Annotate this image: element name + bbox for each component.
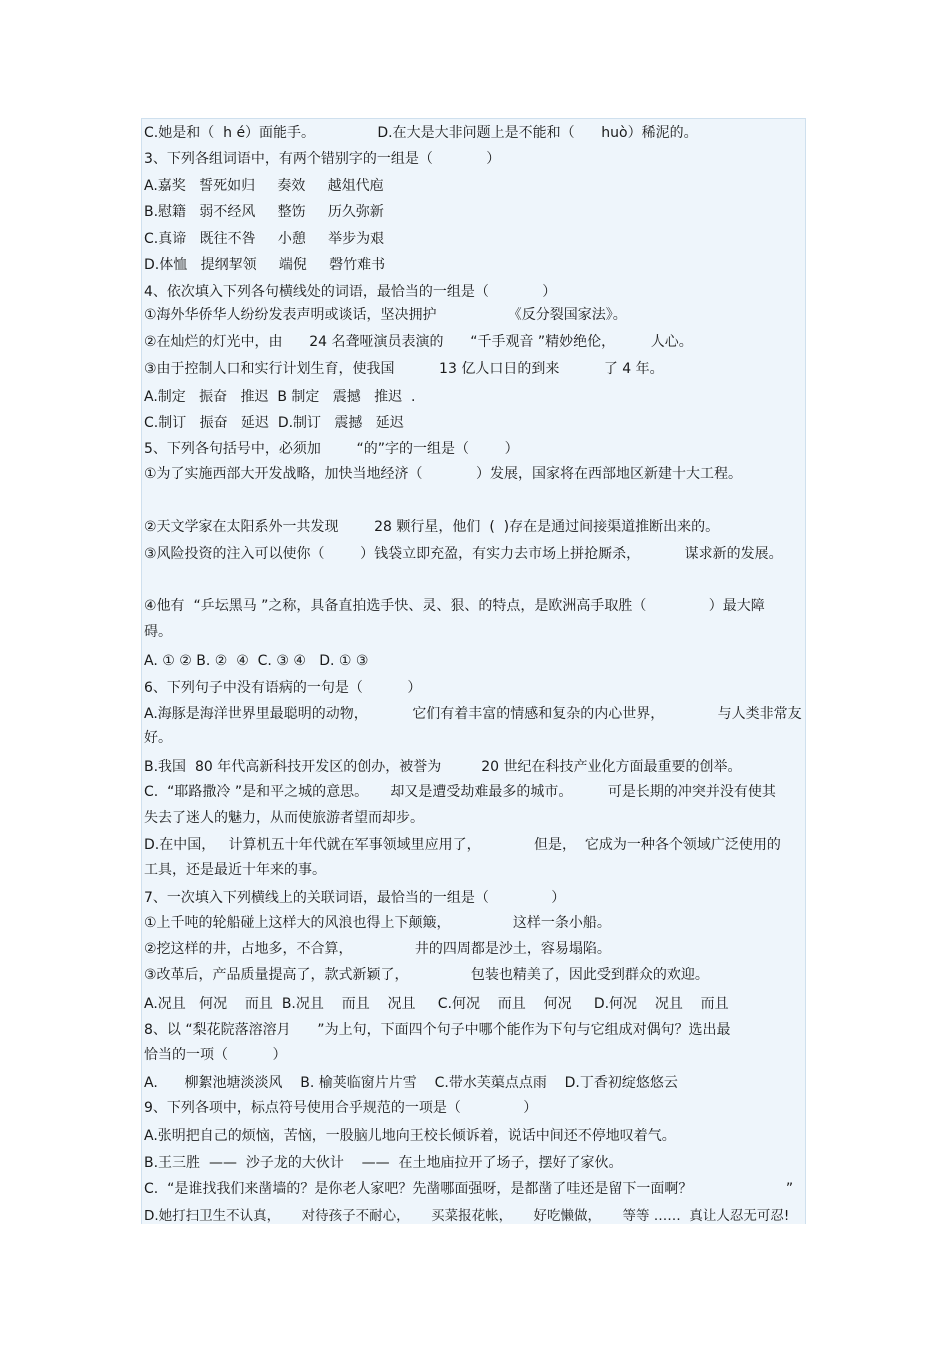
text-line: C.制订 振奋 延迟 D.制订 震撼 延迟 bbox=[144, 415, 404, 431]
text-line: A.制定 振奋 推迟 B 制定 震撼 推迟 . bbox=[144, 389, 416, 405]
text-line: A.海豚是海洋世界里最聪明的动物， 它们有着丰富的情感和复杂的内心世界， 与人类非常友 bbox=[144, 706, 802, 722]
text-line: 3、下列各组词语中，有两个错别字的一组是（ ） bbox=[144, 151, 501, 167]
text-line: 5、下列各句括号中，必须加 “的”字的一组是（ ） bbox=[144, 441, 519, 457]
text-line: 7、一次填入下列横线上的关联词语，最恰当的一组是（ ） bbox=[144, 890, 566, 906]
text-line: A.嘉奖 誓死如归 奏效 越俎代庖 bbox=[144, 178, 384, 194]
text-line: B.王三胜 —— 沙子龙的大伙计 —— 在土地庙拉开了场子，摆好了家伙。 bbox=[144, 1155, 623, 1171]
text-line: ②挖这样的井，占地多，不合算， 井的四周都是沙土，容易塌陷。 bbox=[144, 941, 611, 957]
text-line: 好。 bbox=[144, 730, 172, 746]
text-line: 6、下列句子中没有语病的一句是（ ） bbox=[144, 680, 422, 696]
text-line: A. ① ② B. ② ④ C. ③ ④ D. ① ③ bbox=[144, 653, 369, 669]
text-line: ④他有 “乒坛黑马 ”之称，具备直拍选手快、灵、狠、的特点，是欧洲高手取胜（ ）最大障 bbox=[144, 598, 765, 614]
text-line: ③改革后，产品质量提高了，款式新颖了， 包装也精美了，因此受到群众的欢迎。 bbox=[144, 967, 709, 983]
text-line: 9、下列各项中，标点符号使用合乎规范的一项是（ ） bbox=[144, 1100, 538, 1116]
text-line: 工具，还是最近十年来的事。 bbox=[144, 862, 326, 878]
text-line: D.在中国， 计算机五十年代就在军事领域里应用了， 但是， 它成为一种各个领域广泛使用的 bbox=[144, 837, 781, 853]
text-line: C. “是谁找我们来凿墙的？是你老人家吧？先凿哪面强呀，是都凿了哇还是留下一面啊？ ” bbox=[144, 1181, 794, 1197]
text-line: 碍。 bbox=[144, 624, 172, 640]
text-line: C. “耶路撒冷 ”是和平之城的意思。 却又是遭受劫难最多的城市。 可是长期的冲突并没有使其 bbox=[144, 784, 776, 800]
text-line: A.况且 何况 而且 B.况且 而且 况且 C.何况 而且 何况 D.何况 况且 而且 bbox=[144, 996, 729, 1012]
text-line: ②天文学家在太阳系外一共发现 28 颗行星，他们 ( )存在是通过间接渠道推断出来的。 bbox=[144, 519, 720, 535]
text-line: A.张明把自己的烦恼，苦恼，一股脑儿地向王校长倾诉着，说话中间还不停地叹着气。 bbox=[144, 1128, 676, 1144]
text-line: B.慰籍 弱不经风 整饬 历久弥新 bbox=[144, 204, 384, 220]
text-line: 4、依次填入下列各句横线处的词语，最恰当的一组是（ ） bbox=[144, 284, 557, 300]
text-line: A. 柳絮池塘淡淡风 B. 榆荚临窗片片雪 C.带水芙蕖点点雨 D.丁香初绽悠悠云 bbox=[144, 1075, 678, 1091]
text-line: ①上千吨的轮船碰上这样大的风浪也得上下颠簸， 这样一条小船。 bbox=[144, 915, 611, 931]
text-line: ③风险投资的注入可以使你（ ）钱袋立即充盈，有实力去市场上拼抢厮杀， 谋求新的发展。 bbox=[144, 546, 783, 562]
text-line: ①为了实施西部大开发战略，加快当地经济（ ）发展，国家将在西部地区新建十大工程。 bbox=[144, 466, 742, 482]
text-line: ①海外华侨华人纷纷发表声明或谈话，坚决拥护 《反分裂国家法》。 bbox=[144, 307, 627, 323]
text-line: D.她打扫卫生不认真， 对待孩子不耐心， 买菜报花帐， 好吃懒做， 等等 …… 真让人忍无可忍! bbox=[144, 1208, 790, 1224]
text-line: 恰当的一项（ ） bbox=[144, 1047, 287, 1063]
text-line: B.我国 80 年代高新科技开发区的创办，被誉为 20 世纪在科技产业化方面最重要的创举。 bbox=[144, 759, 742, 775]
text-line: D.体恤 提纲挈领 端倪 磬竹难书 bbox=[144, 257, 386, 273]
text-line: C.她是和（ h é）面能手。 D.在大是大非问题上是不能和（ huò）稀泥的。 bbox=[144, 125, 698, 141]
text-line: 失去了迷人的魅力，从而使旅游者望而却步。 bbox=[144, 810, 424, 826]
text-line: ②在灿烂的灯光中，由 24 名聋哑演员表演的 “千手观音 ”精妙绝伦， 人心。 bbox=[144, 334, 693, 350]
text-line: C.真谛 既往不咎 小憩 举步为艰 bbox=[144, 231, 385, 247]
text-line: ③由于控制人口和实行计划生育，使我国 13 亿人口日的到来 了 4 年。 bbox=[144, 361, 664, 377]
text-line: 8、以 “梨花院落溶溶月 ”为上句，下面四个句子中哪个能作为下句与它组成对偶句？选出最 bbox=[144, 1022, 731, 1038]
